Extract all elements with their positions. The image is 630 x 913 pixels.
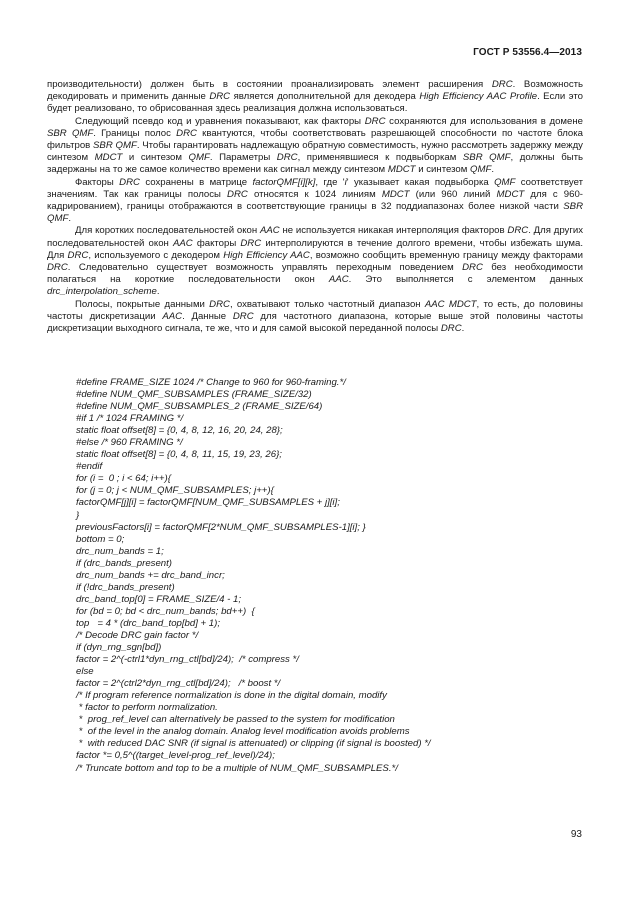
italic-term: DRC: [364, 115, 386, 127]
italic-term: DRC: [440, 323, 462, 335]
code-line: if (dyn_rng_sgn[bd]): [76, 642, 162, 654]
italic-term: DRC: [240, 237, 262, 249]
italic-term: MDCT: [387, 164, 416, 176]
text-run: относятся к 1024 линиям: [247, 188, 382, 200]
paragraph: [47, 79, 583, 116]
italic-term: High Efficiency AAC Profile: [419, 91, 538, 103]
code-line: drc_num_bands += drc_band_incr;: [76, 569, 225, 581]
text-run: . Параметры: [209, 152, 277, 164]
italic-term: SBR QMF: [462, 152, 511, 164]
code-line: * with reduced DAC SNR (if signal is attenuated) or clipping (if signal is boosted) */: [76, 738, 431, 750]
text-run: Для коротких последовательностей окон: [75, 225, 260, 237]
paragraph: [47, 299, 583, 336]
italic-term: DRC: [276, 152, 298, 164]
code-line: #define NUM_QMF_SUBSAMPLES_2 (FRAME_SIZE/64): [76, 401, 323, 413]
text-run: Полосы, покрытые данными: [75, 298, 210, 310]
code-line: drc_num_bands = 1;: [76, 545, 164, 557]
italic-term: DRC: [47, 262, 68, 274]
text-run: , должны быть задержаны на то же самое количество времени как сигнал между синтезом: [47, 152, 583, 176]
paragraph: [47, 116, 583, 177]
italic-term: MDCT: [381, 188, 410, 200]
code-line: top = 4 * (drc_band_top[bd] + 1);: [76, 617, 221, 629]
italic-term: AAC MDCT: [424, 298, 477, 310]
text-run: .: [68, 213, 71, 225]
italic-term: DRC: [507, 225, 529, 237]
text-run: , используемого с декодером: [88, 249, 224, 261]
italic-term: DRC: [67, 249, 89, 261]
italic-term: DRC: [209, 298, 230, 310]
text-run: .: [491, 164, 494, 176]
text-run: .: [461, 323, 465, 335]
code-line: bottom = 0;: [76, 533, 125, 545]
text-run: является дополнительной для декодера: [230, 91, 420, 103]
text-run: . Это выполняется с элементом данных: [348, 274, 584, 286]
code-line: /* If program reference normalization is done in the digital domain, modify: [76, 690, 387, 702]
italic-term: High Efficiency AAC: [223, 249, 310, 261]
italic-term: DRC: [119, 176, 140, 188]
text-run: Следующий псевдо код и уравнения показывают, как факторы: [75, 115, 365, 127]
code-line: else: [76, 666, 94, 678]
text-run: не используется никакая интерполяция факторов: [279, 225, 508, 237]
code-line: factor = 2^(ctrl2*dyn_rng_ctl[bd]/24); /* boost */: [76, 678, 281, 690]
italic-term: SBR QMF: [93, 140, 137, 152]
code-line: #else /* 960 FRAMING */: [76, 437, 183, 449]
text-run: и синтезом: [122, 152, 189, 164]
paragraph: [47, 177, 583, 226]
italic-term: DRC: [491, 79, 513, 90]
paragraph: [47, 225, 583, 298]
code-line: #endif: [76, 461, 103, 473]
text-run: . Если это будет реализовано, то обрисованная здесь реализация должна использоваться.: [47, 91, 583, 115]
italic-term: DRC: [232, 310, 254, 322]
text-run: ' указывает какая подвыборка: [346, 176, 495, 188]
code-line: /* Truncate bottom and top to be a multiple of NUM_QMF_SUBSAMPLES.*/: [76, 762, 398, 774]
text-run: . Следовательно существует возможность управлять переходным поведением: [67, 262, 463, 274]
text-run: (или 960 линий: [409, 188, 497, 200]
code-line: #define FRAME_SIZE 1024 /* Change to 960 for 960-framing.*/: [76, 377, 346, 388]
text-run: соответствует значениям. Так как границы полосы: [47, 176, 583, 200]
code-line: factor *= 0,5^((target_level-prog_ref_level)/24);: [76, 750, 275, 762]
text-run: сохраняются для использования в домене: [385, 115, 583, 127]
text-run: , где ': [315, 176, 345, 188]
standard-header: ГОСТ Р 53556.4—2013: [473, 47, 582, 58]
italic-term: DRC: [176, 127, 197, 139]
text-run: для с 960-кадрированием), границы отображаются в соответствующие границы в 32 поддиапазонах более низкой части: [47, 188, 584, 213]
text-run: . Данные: [182, 310, 233, 322]
italic-term: QMF: [470, 164, 492, 176]
italic-term: DRC: [209, 91, 231, 103]
text-run: , охватывают только частотный диапазон: [229, 298, 425, 310]
text-run: . Чтобы гарантировать надлежащую обратную совместимость, нужно рассмотреть задержку между синтезом: [47, 140, 583, 164]
italic-term: drc_interpolation_scheme: [47, 286, 157, 298]
code-line: #define NUM_QMF_SUBSAMPLES (FRAME_SIZE/32): [76, 389, 312, 401]
code-line: for (j = 0; j < NUM_QMF_SUBSAMPLES; j++){: [76, 485, 274, 497]
code-line: factorQMF[j][i] = factorQMF[NUM_QMF_SUBSAMPLES + j][i];: [76, 497, 340, 509]
italic-term: SBR QMF: [47, 201, 583, 225]
text-run: интерполируются в течение долгого времени, чтобы избежать шума. Для: [47, 237, 583, 261]
italic-term: SBR QMF: [47, 127, 94, 139]
page-number: 93: [570, 829, 582, 840]
code-line: factor = 2^(-ctrl1*dyn_rng_ctl[bd]/24); /* compress */: [76, 654, 299, 666]
italic-term: DRC: [462, 262, 483, 274]
text-run: .: [156, 286, 160, 298]
italic-term: i: [344, 176, 347, 188]
code-line: * prog_ref_level can alternatively be passed to the system for modification: [76, 714, 395, 726]
code-line: static float offset[8] = {0, 4, 8, 11, 15, 19, 23, 26};: [76, 449, 282, 461]
text-run: Факторы: [75, 176, 120, 188]
code-line: #if 1 /* 1024 FRAMING */: [76, 413, 184, 425]
code-line: if (!drc_bands_present): [76, 581, 175, 593]
text-run: , то есть, до половины частоты дискретизации: [47, 298, 584, 322]
italic-term: AAC: [172, 237, 193, 249]
italic-term: AAC: [259, 225, 280, 237]
code-line: static float offset[8] = {0, 4, 8, 12, 16, 20, 24, 28};: [76, 425, 283, 437]
text-run: , возможно сообщить временную границу между факторами: [309, 249, 583, 261]
italic-term: DRC: [227, 188, 248, 200]
text-run: . Границы полос: [93, 127, 177, 139]
code-line: * factor to perform normalization.: [76, 702, 218, 714]
text-run: факторы: [192, 237, 241, 249]
text-run: . Для других последовательностей окон: [47, 225, 583, 249]
code-line: /* Decode DRC gain factor */: [76, 629, 199, 641]
italic-term: AAC: [328, 274, 349, 286]
text-run: без необходимости полагаться на короткие последовательности окон: [47, 262, 583, 286]
code-line: }: [76, 509, 80, 521]
code-line: drc_band_top[0] = FRAME_SIZE/4 - 1;: [76, 593, 242, 605]
italic-term: MDCT: [496, 188, 525, 200]
italic-term: MDCT: [94, 152, 123, 164]
code-listing: [76, 377, 581, 775]
code-line: if (drc_bands_present): [76, 557, 172, 569]
text-run: квантуются, чтобы соответствовать разрешающей способности по частоте блока фильтров: [47, 127, 583, 152]
italic-term: AAC: [162, 310, 183, 322]
italic-term: QMF: [188, 152, 210, 164]
code-line: for (i = 0 ; i < 64; i++){: [76, 473, 171, 485]
text-run: производительности) должен быть в состоянии проанализировать элемент расширения: [47, 79, 492, 90]
code-line: previousFactors[i] = factorQMF[2*NUM_QMF_SUBSAMPLES-1][i]; }: [76, 521, 366, 533]
code-line: for (bd = 0; bd < drc_num_bands; bd++) {: [76, 605, 255, 617]
text-run: и синтезом: [415, 164, 470, 176]
italic-term: factorQMF[i][k]: [252, 176, 316, 188]
text-run: . Возможность декодировать и применить данные: [47, 79, 584, 103]
text-run: для частотного диапазона, которые выше этой половины частоты дискретизации выходного сигнала, те же, что и для самой высокой переданной полосы: [47, 310, 583, 335]
text-run: сохранены в матрице: [139, 176, 253, 188]
code-line: * of the level in the analog domain. Analog level modification avoids problems: [76, 726, 410, 738]
italic-term: QMF: [494, 176, 516, 188]
text-run: , применявшиеся к подвыборкам: [297, 152, 463, 164]
body-text: [47, 79, 583, 335]
